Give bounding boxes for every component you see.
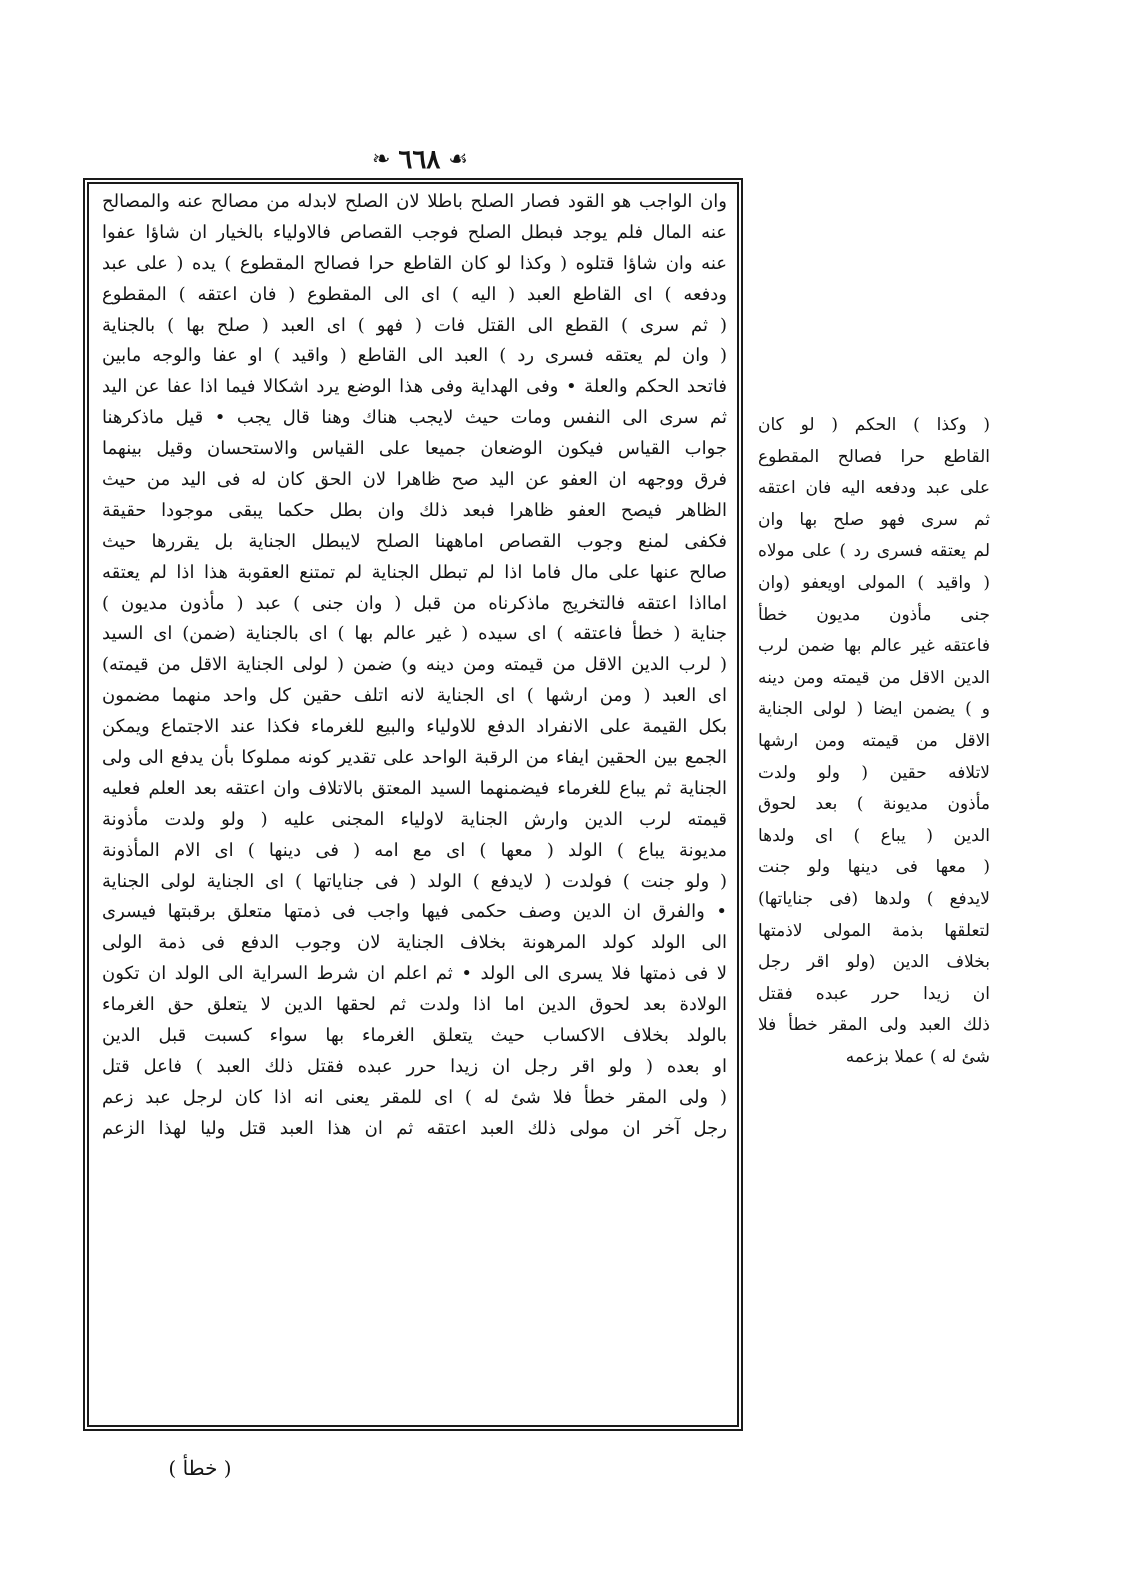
margin-text-line: ( معها فى دينها ولو جنت: [758, 857, 990, 878]
main-text-line: مديونة يباع ) الولد ( معها ) اى مع امه ( فى دينها ) اى الام المأذونة: [102, 839, 727, 861]
margin-text-line: ( واقيد ) المولى اويعفو (وان: [758, 572, 990, 593]
main-text-line: ( ثم سرى ) القطع الى القتل فات ( فهو ) اى العبد ( صلح بها ) بالجناية: [102, 314, 727, 336]
main-text-line: فكفى لمنع وجوب القصاص اماههنا الصلح لايبطل الجناية بل يقررها حيث: [102, 530, 727, 552]
margin-text-line: ثم سرى فهو صلح بها وان: [758, 509, 990, 530]
margin-text-line: على عبد ودفعه اليه فان اعتقه: [758, 478, 990, 499]
main-text-line: ( لرب الدين الاقل من قيمته ومن دينه و) ضمن ( لولى الجناية الاقل من قيمته): [102, 654, 727, 676]
main-text-line: فرق ووجهه ان العفو عن اليد صح ظاهرا لان الحق كان له فى اليد من حيث: [102, 469, 727, 491]
main-text-line: • والفرق ان الدين وصف حكمى فيها واجب فى ذمتها متعلق برقبتها فيسرى: [102, 901, 727, 923]
main-text-line: وان الواجب هو القود فصار الصلح باطلا لان الصلح لابدله من مصالح عنه والمصالح: [102, 191, 727, 212]
margin-text-line: ( وكذا ) الحكم ( لو كان: [758, 415, 990, 435]
margin-text-line: الدين ( يباع ) اى ولدها: [758, 825, 990, 846]
margin-text-line: لتعلقها بذمة المولى لاذمتها: [758, 920, 990, 941]
main-text-line: جواب القياس فيكون الوضعان جميعا على القياس والاستحسان وقيل بينهما: [102, 438, 727, 460]
main-text-line: جناية ( خطأ فاعتقه ) اى سيده ( غير عالم بها ) اى بالجناية (ضمن) اى السيد: [102, 623, 727, 645]
main-text-line: ( ولى المقر خطأ فلا شئ له ) اى للمقر يعنى انه اذا كان لرجل عبد زعم: [102, 1086, 727, 1108]
main-text-line: صالح عنها على مال فاما اذا لم تبطل الجناية لم تمتنع العقوبة هذا اذا لم يعتقه: [102, 561, 727, 583]
margin-text-line: القاطع حرا فصالح المقطوع: [758, 446, 990, 467]
margin-text-line: بخلاف الدين (ولو اقر رجل: [758, 952, 990, 973]
main-text-line: الولادة بعد لحوق الدين اما اذا ولدت ثم لحقها الدين لا يتعلق حق الغرماء: [102, 994, 727, 1016]
margin-text-line: مأذون مديونة ) بعد لحوق: [758, 794, 990, 815]
main-text-line: ودفعه ) اى القاطع العبد ( اليه ) اى الى المقطوع ( فان اعتقه ) المقطوع: [102, 283, 727, 305]
ornament-left-icon: ❧: [371, 147, 391, 172]
main-text-line: بالولد بخلاف الاكساب حيث يتعلق الغرماء بها سواء كسبت قبل الدين: [102, 1025, 727, 1047]
main-text-line: ثم سرى الى النفس ومات حيث لايجب هناك وهنا قال يجب • قيل ماذكرهنا: [102, 407, 727, 429]
margin-text-line: جنى مأذون مديون خطأ: [758, 604, 990, 625]
main-text-line: ( ولو جنت ) فولدت ( لايدفع ) الولد ( فى جناياتها ) اى الجناية لولى الجناية: [102, 870, 727, 892]
main-text-line: رجل آخر ان مولى ذلك العبد اعتقه ثم ان هذا العبد قتل وليا لهذا الزعم: [102, 1117, 727, 1139]
margin-text-block: [758, 410, 990, 1250]
margin-text-line: لايدفع ) ولدها (فى جناياتها): [758, 888, 990, 909]
main-text-line: او بعده ( ولو اقر رجل ان زيدا حرر عبده فقتل ذلك العبد ) فاعل قتل: [102, 1055, 727, 1077]
main-text-line: عنه المال فلم يوجد فبطل الصلح فوجب القصاص فالاولياء بالخيار ان شاؤا عفوا: [102, 221, 727, 243]
main-text-block: [102, 187, 727, 1423]
ornament-right-icon: ☙: [448, 147, 469, 172]
main-text-line: اى العبد ( ومن ارشها ) اى الجناية لانه اتلف حقين كل واحد منهما مضمون: [102, 685, 727, 707]
main-text-line: الجناية ثم يباع للغرماء فيضمنهما السيد المعتق بالاتلاف وان اعتقه بعد العلم فعليه: [102, 777, 727, 799]
main-text-line: عنه وان شاؤا قتلوه ( وكذا لو كان القاطع حرا فصالح المقطوع ) يده ( على عبد: [102, 252, 727, 274]
main-text-line: قيمته لرب الدين وارش الجناية لاولياء المجنى عليه ( ولو ولدت مأذونة: [102, 808, 727, 830]
margin-text-line: فاعتقه غير عالم بها ضمن لرب: [758, 636, 990, 657]
main-text-line: لا فى ذمتها فلا يسرى الى الولد • ثم اعلم ان شرط السراية الى الولد ان تكون: [102, 963, 727, 985]
main-text-line: بكل القيمة على الانفراد الدفع للاولياء والبيع للغرماء فكذا عند الاجتماع ويمكن: [102, 716, 727, 738]
margin-text-line: و ) يضمن ايضا ( لولى الجناية: [758, 699, 990, 720]
page-number: [345, 140, 495, 180]
margin-text-line: الاقل من قيمته ومن ارشها: [758, 730, 990, 751]
margin-text-line: شئ له ) عملا بزعمه: [845, 1046, 990, 1067]
main-text-line: امااذا اعتقه فالتخريج ماذكرناه من قبل ( وان جنى ) عبد ( مأذون مديون ): [102, 592, 727, 614]
main-text-line: الى الولد كولد المرهونة بخلاف الجناية لان وجوب الدفع فى ذمة الولى: [102, 932, 727, 954]
main-text-line: الجمع بين الحقين ايفاء من الرقبة الواحد على تقدير كونه مملوكا بأن يدفع الى ولى: [102, 747, 727, 769]
main-text-line: الظاهر فيصح العفو ظاهرا فبعد ذلك وان بطل حكما يبقى موجودا حقيقة: [102, 499, 727, 521]
margin-text-line: لم يعتقه فسرى رد ) على مولاه: [758, 541, 990, 562]
margin-text-line: لاتلافه حقين ( ولو ولدت: [758, 762, 990, 783]
margin-text-line: ذلك العبد ولى المقر خطأ فلا: [758, 1015, 990, 1036]
main-text-line: ( وان لم يعتقه فسرى رد ) العبد الى القاطع ( واقيد ) او عفا والوجه مابين: [102, 345, 727, 367]
page-number-value: ٦٦٨: [398, 145, 441, 175]
main-text-line: فاتحد الحكم والعلة • وفى الهداية وفى هذا الوضع يرد اشكالا فيما اذا عفا عن اليد: [102, 376, 727, 398]
margin-text-line: ان زيدا حرر عبده فقتل: [758, 983, 990, 1004]
catchword: ( خطأ ): [168, 1456, 232, 1480]
margin-text-line: الدين الاقل من قيمته ومن دينه: [758, 667, 990, 688]
